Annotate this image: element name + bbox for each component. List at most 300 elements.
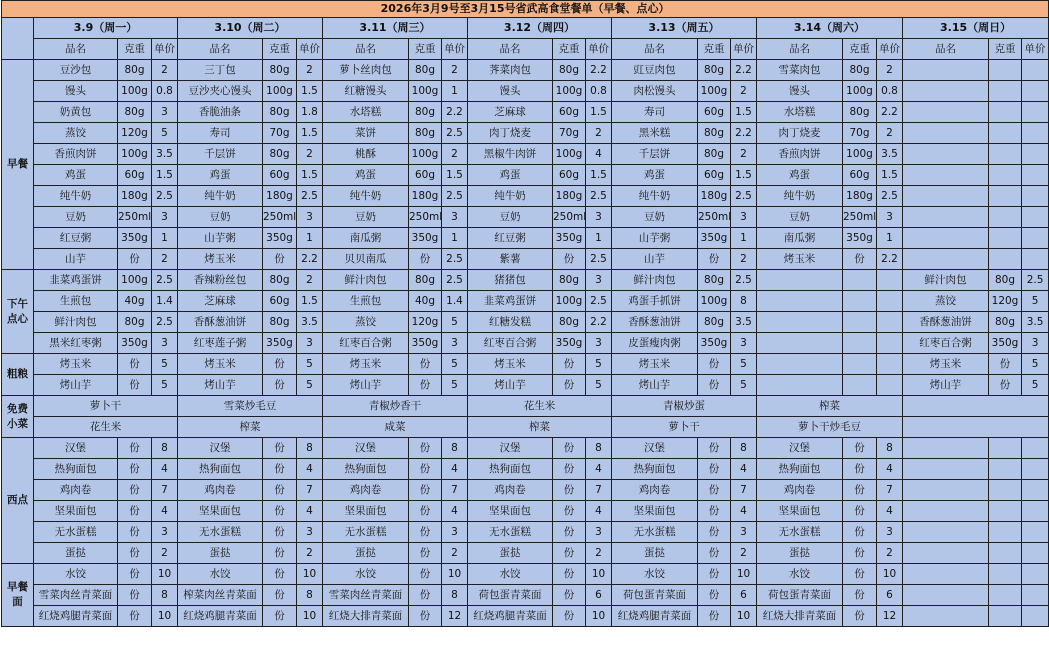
item-name: 鲜汁肉包 xyxy=(903,270,989,291)
day-header: 3.11（周三） xyxy=(323,18,468,39)
table-row xyxy=(2,186,1049,207)
item-name: 黑米红枣粥 xyxy=(34,333,118,354)
item-weight: 份 xyxy=(263,459,297,480)
item-weight: 份 xyxy=(698,606,731,627)
item-price xyxy=(1022,165,1049,186)
item-price xyxy=(1022,228,1049,249)
item-name: 鸡肉卷 xyxy=(34,480,118,501)
column-header-price: 单价 xyxy=(152,39,178,60)
category-label: 早餐 xyxy=(2,60,34,270)
item-weight: 份 xyxy=(118,480,152,501)
item-price xyxy=(1022,438,1049,459)
title-row xyxy=(2,1,1049,18)
side-dish-item: 青椒炒蛋 xyxy=(612,396,757,417)
item-weight: 份 xyxy=(263,501,297,522)
item-weight: 350g xyxy=(989,333,1022,354)
day-header: 3.9（周一） xyxy=(34,18,178,39)
item-price: 1 xyxy=(297,228,323,249)
item-name: 烤玉米 xyxy=(178,354,263,375)
item-weight: 180g xyxy=(698,186,731,207)
item-price: 4 xyxy=(442,459,468,480)
category-label: 西点 xyxy=(2,438,34,564)
item-price: 5 xyxy=(1022,354,1049,375)
item-weight: 份 xyxy=(553,438,586,459)
item-price: 3.5 xyxy=(877,144,903,165)
item-weight: 80g xyxy=(698,144,731,165)
item-name xyxy=(903,123,989,144)
item-price: 1 xyxy=(877,228,903,249)
item-price: 5 xyxy=(586,354,612,375)
item-name: 水饺 xyxy=(178,564,263,585)
item-name: 纯牛奶 xyxy=(323,186,409,207)
item-name: 红烧鸡腿青菜面 xyxy=(468,606,553,627)
item-name: 烤山芋 xyxy=(34,375,118,396)
item-weight: 80g xyxy=(698,60,731,81)
item-price xyxy=(1022,123,1049,144)
item-weight: 份 xyxy=(843,459,877,480)
item-weight: 份 xyxy=(409,501,442,522)
item-weight: 份 xyxy=(553,564,586,585)
item-weight: 份 xyxy=(409,522,442,543)
item-price: 3.5 xyxy=(297,312,323,333)
item-weight: 份 xyxy=(553,543,586,564)
item-weight: 份 xyxy=(553,585,586,606)
item-weight: 份 xyxy=(843,543,877,564)
item-name: 鲜汁肉包 xyxy=(34,312,118,333)
item-price: 10 xyxy=(731,564,757,585)
item-name: 烤玉米 xyxy=(468,354,553,375)
item-weight: 80g xyxy=(118,312,152,333)
item-weight: 份 xyxy=(118,522,152,543)
item-name xyxy=(903,228,989,249)
item-price: 3 xyxy=(586,333,612,354)
item-name: 鸡蛋 xyxy=(468,165,553,186)
item-price: 8 xyxy=(442,585,468,606)
item-weight: 份 xyxy=(843,522,877,543)
item-weight: 100g xyxy=(409,144,442,165)
item-name: 香脆油条 xyxy=(178,102,263,123)
item-price: 2 xyxy=(152,543,178,564)
side-dish-item: 花生米 xyxy=(34,417,178,438)
item-price: 7 xyxy=(442,480,468,501)
item-price: 2 xyxy=(586,543,612,564)
item-weight: 180g xyxy=(553,186,586,207)
item-name: 豆奶 xyxy=(178,207,263,228)
item-name: 纯牛奶 xyxy=(757,186,843,207)
item-price: 2.5 xyxy=(586,249,612,270)
item-weight: 份 xyxy=(698,522,731,543)
table-row xyxy=(2,81,1049,102)
table-row xyxy=(2,207,1049,228)
item-name: 蒸饺 xyxy=(34,123,118,144)
day-header: 3.12（周四） xyxy=(468,18,612,39)
item-name: 红枣百合粥 xyxy=(468,333,553,354)
item-weight: 份 xyxy=(553,375,586,396)
item-name: 纯牛奶 xyxy=(34,186,118,207)
item-price: 2 xyxy=(442,543,468,564)
item-price: 2 xyxy=(297,60,323,81)
item-name xyxy=(903,165,989,186)
item-weight xyxy=(989,144,1022,165)
item-weight: 350g xyxy=(118,333,152,354)
item-name: 黑椒牛肉饼 xyxy=(468,144,553,165)
item-name: 无水蛋糕 xyxy=(34,522,118,543)
item-price: 3 xyxy=(586,207,612,228)
item-price: 4 xyxy=(297,459,323,480)
item-price: 4 xyxy=(731,459,757,480)
item-weight: 份 xyxy=(698,501,731,522)
item-weight: 份 xyxy=(118,585,152,606)
item-name: 水饺 xyxy=(757,564,843,585)
item-name: 坚果面包 xyxy=(323,501,409,522)
item-weight: 份 xyxy=(409,438,442,459)
item-name: 皮蛋瘦肉粥 xyxy=(612,333,698,354)
item-price: 5 xyxy=(297,354,323,375)
item-name: 山芋 xyxy=(34,249,118,270)
item-weight: 80g xyxy=(698,270,731,291)
item-weight: 份 xyxy=(843,249,877,270)
item-price: 3 xyxy=(297,522,323,543)
item-price: 2.5 xyxy=(586,291,612,312)
item-weight: 60g xyxy=(409,165,442,186)
item-weight: 350g xyxy=(409,228,442,249)
column-header-price: 单价 xyxy=(586,39,612,60)
item-weight xyxy=(989,459,1022,480)
column-header-name: 品名 xyxy=(34,39,118,60)
item-name: 纯牛奶 xyxy=(178,186,263,207)
item-weight: 份 xyxy=(118,501,152,522)
column-header-weight: 克重 xyxy=(989,39,1022,60)
item-price: 0.8 xyxy=(877,81,903,102)
item-weight: 份 xyxy=(263,354,297,375)
item-price: 4 xyxy=(586,459,612,480)
item-weight: 份 xyxy=(118,354,152,375)
item-price: 2.5 xyxy=(442,270,468,291)
item-name: 豆奶 xyxy=(34,207,118,228)
item-price: 8 xyxy=(586,438,612,459)
item-weight: 份 xyxy=(553,522,586,543)
item-weight: 份 xyxy=(263,564,297,585)
column-header-price: 单价 xyxy=(1022,39,1049,60)
item-weight: 60g xyxy=(263,291,297,312)
table-row xyxy=(2,312,1049,333)
item-price: 3 xyxy=(1022,333,1049,354)
table-row xyxy=(2,165,1049,186)
item-price: 10 xyxy=(152,606,178,627)
item-weight xyxy=(989,438,1022,459)
item-name: 烤山芋 xyxy=(178,375,263,396)
item-name: 荷包蛋青菜面 xyxy=(757,585,843,606)
item-weight: 40g xyxy=(118,291,152,312)
item-weight xyxy=(989,501,1022,522)
item-price: 1.4 xyxy=(152,291,178,312)
item-name: 三丁包 xyxy=(178,60,263,81)
item-price: 4 xyxy=(442,501,468,522)
item-price: 8 xyxy=(731,291,757,312)
item-name: 生煎包 xyxy=(323,291,409,312)
table-row xyxy=(2,480,1049,501)
item-price: 2.5 xyxy=(152,186,178,207)
item-name: 鸡肉卷 xyxy=(468,480,553,501)
item-weight: 40g xyxy=(409,291,442,312)
day-header: 3.14（周六） xyxy=(757,18,903,39)
column-header-weight: 克重 xyxy=(553,39,586,60)
item-weight: 份 xyxy=(553,249,586,270)
item-price: 1 xyxy=(731,228,757,249)
item-price: 7 xyxy=(152,480,178,501)
item-weight: 份 xyxy=(409,480,442,501)
item-weight: 80g xyxy=(409,102,442,123)
item-price: 2 xyxy=(877,543,903,564)
item-name xyxy=(903,144,989,165)
item-weight: 份 xyxy=(553,459,586,480)
item-name: 豇豆肉包 xyxy=(612,60,698,81)
item-price: 3 xyxy=(152,333,178,354)
item-weight: 80g xyxy=(409,60,442,81)
item-price: 10 xyxy=(442,564,468,585)
item-weight: 100g xyxy=(698,291,731,312)
item-weight: 份 xyxy=(553,354,586,375)
item-price: 4 xyxy=(297,501,323,522)
item-price: 1 xyxy=(442,228,468,249)
item-weight: 100g xyxy=(118,81,152,102)
item-price: 10 xyxy=(731,606,757,627)
table-row xyxy=(2,522,1049,543)
item-weight: 份 xyxy=(263,249,297,270)
item-price: 6 xyxy=(731,585,757,606)
item-weight xyxy=(989,249,1022,270)
item-price: 4 xyxy=(152,459,178,480)
item-price: 0.8 xyxy=(586,81,612,102)
item-price: 2.5 xyxy=(586,186,612,207)
item-price: 3 xyxy=(586,270,612,291)
item-price: 1 xyxy=(152,228,178,249)
item-name: 山芋 xyxy=(612,249,698,270)
item-price: 3 xyxy=(442,207,468,228)
category-label: 免费小菜 xyxy=(2,396,34,438)
item-weight: 80g xyxy=(843,102,877,123)
column-header-price: 单价 xyxy=(877,39,903,60)
item-name: 烤山芋 xyxy=(468,375,553,396)
item-weight: 份 xyxy=(698,480,731,501)
item-weight: 份 xyxy=(843,606,877,627)
item-weight: 份 xyxy=(118,249,152,270)
item-name: 鸡肉卷 xyxy=(178,480,263,501)
item-price: 6 xyxy=(586,585,612,606)
item-weight: 60g xyxy=(553,165,586,186)
item-name: 无水蛋糕 xyxy=(178,522,263,543)
item-weight xyxy=(989,228,1022,249)
item-name: 坚果面包 xyxy=(612,501,698,522)
item-weight: 70g xyxy=(263,123,297,144)
item-weight: 180g xyxy=(409,186,442,207)
table-row xyxy=(2,333,1049,354)
item-weight: 120g xyxy=(118,123,152,144)
menu-table xyxy=(1,0,1049,627)
item-price xyxy=(1022,501,1049,522)
item-name: 鸡肉卷 xyxy=(757,480,843,501)
item-price xyxy=(1022,543,1049,564)
item-price xyxy=(1022,480,1049,501)
item-weight: 250ml xyxy=(553,207,586,228)
item-price xyxy=(877,291,903,312)
side-dish-item: 萝卜干炒毛豆 xyxy=(757,417,903,438)
item-name: 烤玉米 xyxy=(903,354,989,375)
table-row xyxy=(2,564,1049,585)
item-weight xyxy=(989,585,1022,606)
item-price xyxy=(1022,207,1049,228)
item-weight: 份 xyxy=(553,501,586,522)
item-weight: 80g xyxy=(118,102,152,123)
item-weight: 份 xyxy=(843,438,877,459)
item-name: 鸡蛋 xyxy=(178,165,263,186)
item-name: 红烧鸡腿青菜面 xyxy=(178,606,263,627)
item-name: 水饺 xyxy=(323,564,409,585)
item-weight: 80g xyxy=(263,270,297,291)
item-name: 黑米糕 xyxy=(612,123,698,144)
item-price: 7 xyxy=(297,480,323,501)
item-price: 10 xyxy=(586,564,612,585)
column-header-name: 品名 xyxy=(323,39,409,60)
item-name xyxy=(757,354,843,375)
category-label: 早餐面 xyxy=(2,564,34,627)
item-name xyxy=(903,501,989,522)
item-weight: 份 xyxy=(843,564,877,585)
item-weight: 80g xyxy=(409,123,442,144)
item-weight: 100g xyxy=(843,81,877,102)
item-price: 2.2 xyxy=(586,60,612,81)
table-row xyxy=(2,123,1049,144)
item-price: 1.5 xyxy=(442,165,468,186)
side-dish-item: 榨菜 xyxy=(468,417,612,438)
item-weight: 份 xyxy=(698,564,731,585)
item-name: 红枣百合粥 xyxy=(323,333,409,354)
item-price: 3 xyxy=(731,522,757,543)
item-price xyxy=(877,333,903,354)
item-price: 3 xyxy=(877,522,903,543)
item-name: 烤玉米 xyxy=(34,354,118,375)
side-dish-item: 榨菜 xyxy=(757,396,903,417)
item-name: 蛋挞 xyxy=(612,543,698,564)
item-name: 荠菜肉包 xyxy=(468,60,553,81)
item-weight: 80g xyxy=(409,270,442,291)
column-header-price: 单价 xyxy=(731,39,757,60)
item-name: 热狗面包 xyxy=(468,459,553,480)
item-weight: 80g xyxy=(263,312,297,333)
table-row xyxy=(2,459,1049,480)
item-weight: 120g xyxy=(409,312,442,333)
item-name: 肉丁烧麦 xyxy=(757,123,843,144)
table-row xyxy=(2,291,1049,312)
item-name: 香辣粉丝包 xyxy=(178,270,263,291)
item-price: 3 xyxy=(152,207,178,228)
item-name: 韭菜鸡蛋饼 xyxy=(468,291,553,312)
item-price: 5 xyxy=(586,375,612,396)
item-price: 3 xyxy=(442,522,468,543)
item-price: 1.5 xyxy=(731,165,757,186)
item-name: 香酥葱油饼 xyxy=(903,312,989,333)
item-price: 10 xyxy=(297,606,323,627)
item-name: 红枣百合粥 xyxy=(903,333,989,354)
item-name: 南瓜粥 xyxy=(757,228,843,249)
item-price: 8 xyxy=(877,438,903,459)
item-price: 2 xyxy=(152,249,178,270)
item-weight: 80g xyxy=(698,123,731,144)
side-dish-item xyxy=(903,417,1049,438)
item-weight: 180g xyxy=(843,186,877,207)
item-price: 2 xyxy=(731,543,757,564)
item-price: 8 xyxy=(731,438,757,459)
item-price xyxy=(1022,102,1049,123)
item-name: 烤山芋 xyxy=(612,375,698,396)
item-weight: 份 xyxy=(843,585,877,606)
item-name: 香煎肉饼 xyxy=(757,144,843,165)
item-price: 3 xyxy=(152,102,178,123)
item-weight xyxy=(843,270,877,291)
item-name: 豆奶 xyxy=(757,207,843,228)
day-header-row xyxy=(2,18,1049,39)
item-name: 鸡蛋手抓饼 xyxy=(612,291,698,312)
item-price xyxy=(877,354,903,375)
item-price: 2 xyxy=(152,60,178,81)
item-name xyxy=(903,480,989,501)
item-price: 5 xyxy=(297,375,323,396)
item-name: 山芋粥 xyxy=(612,228,698,249)
item-price: 10 xyxy=(877,564,903,585)
item-price: 8 xyxy=(152,438,178,459)
item-weight: 60g xyxy=(263,165,297,186)
item-weight: 份 xyxy=(409,585,442,606)
item-name: 热狗面包 xyxy=(34,459,118,480)
item-weight: 250ml xyxy=(698,207,731,228)
item-price: 8 xyxy=(297,585,323,606)
item-weight: 份 xyxy=(409,606,442,627)
item-weight: 60g xyxy=(553,102,586,123)
item-weight xyxy=(989,123,1022,144)
item-price: 3 xyxy=(731,333,757,354)
item-weight: 350g xyxy=(118,228,152,249)
item-name: 坚果面包 xyxy=(757,501,843,522)
item-name: 坚果面包 xyxy=(34,501,118,522)
item-price: 2.2 xyxy=(731,60,757,81)
item-name: 千层饼 xyxy=(612,144,698,165)
item-name xyxy=(757,375,843,396)
item-price: 5 xyxy=(152,375,178,396)
item-name: 豆奶 xyxy=(323,207,409,228)
side-dish-item: 榨菜 xyxy=(178,417,323,438)
item-weight xyxy=(843,333,877,354)
item-price: 5 xyxy=(731,354,757,375)
item-price: 1.4 xyxy=(442,291,468,312)
item-price: 5 xyxy=(1022,375,1049,396)
item-price: 3 xyxy=(877,207,903,228)
item-name: 山芋粥 xyxy=(178,228,263,249)
item-price: 2.2 xyxy=(297,249,323,270)
item-weight xyxy=(989,522,1022,543)
item-price: 2 xyxy=(877,60,903,81)
item-name: 水饺 xyxy=(468,564,553,585)
item-price xyxy=(1022,249,1049,270)
item-price: 10 xyxy=(297,564,323,585)
item-weight: 80g xyxy=(843,60,877,81)
item-price: 7 xyxy=(877,480,903,501)
item-price xyxy=(1022,459,1049,480)
item-price xyxy=(1022,585,1049,606)
column-header-price: 单价 xyxy=(297,39,323,60)
item-price: 2 xyxy=(442,144,468,165)
item-price xyxy=(1022,60,1049,81)
item-price: 2 xyxy=(442,60,468,81)
